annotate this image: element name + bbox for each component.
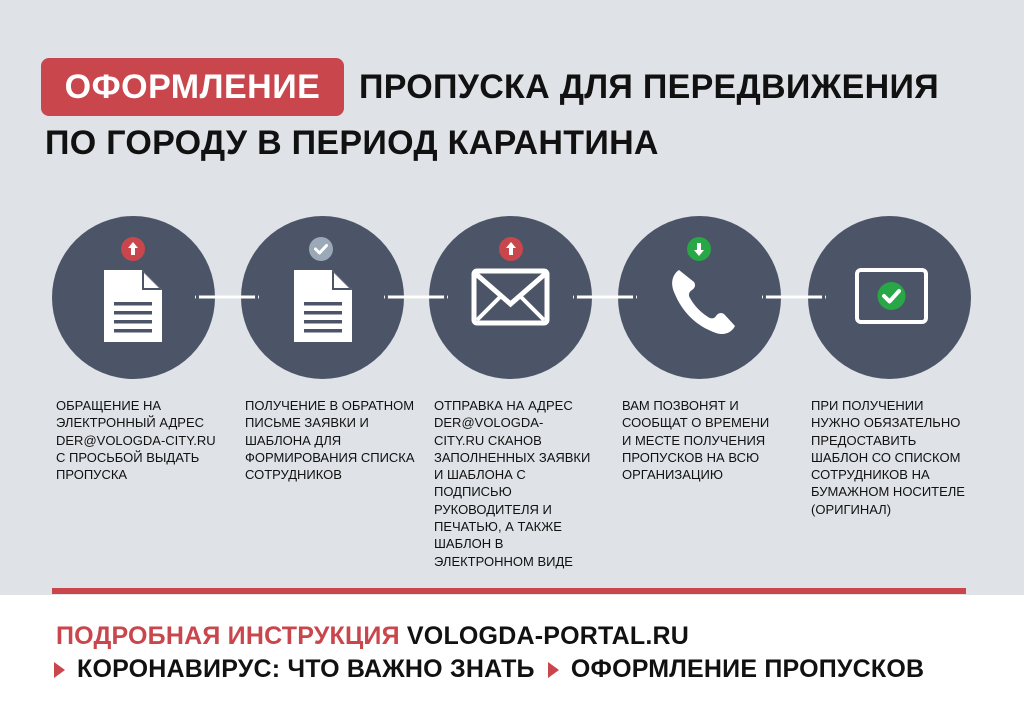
- step-1-text: ОБРАЩЕНИЕ НА ЭЛЕКТРОННЫЙ АДРЕС DER@VOLOGDA-CITY.RU С ПРОСЬБОЙ ВЫДАТЬ ПРОПУСКА: [56, 398, 216, 483]
- portal-link[interactable]: VOLOGDA-PORTAL.RU: [406, 622, 690, 650]
- title-line-2: ПО ГОРОДУ В ПЕРИОД КАРАНТИНА: [45, 124, 659, 162]
- step-4-text: ВАМ ПОЗВОНЯТ И СООБЩАТ О ВРЕМЕНИ И МЕСТЕ ПОЛУЧЕНИЯ ПРОПУСКОВ НА ВСЮ ОРГАНИЗАЦИЮ: [622, 398, 770, 483]
- chevron-right-icon: [548, 662, 559, 678]
- connector-line: [748, 287, 840, 307]
- breadcrumb-item-coronavirus[interactable]: КОРОНАВИРУС: ЧТО ВАЖНО ЗНАТЬ: [77, 655, 535, 683]
- breadcrumb: [54, 655, 924, 684]
- title-badge: ОФОРМЛЕНИЕ: [41, 58, 344, 116]
- chevron-right-icon: [54, 662, 65, 678]
- connector-line: [181, 287, 273, 307]
- instruction-label: ПОДРОБНАЯ ИНСТРУКЦИЯ: [56, 622, 400, 650]
- connector-line: [370, 287, 462, 307]
- upload-arrow-icon: [120, 236, 146, 262]
- download-arrow-icon: [686, 236, 712, 262]
- step-2-text: ПОЛУЧЕНИЕ В ОБРАТНОМ ПИСЬМЕ ЗАЯВКИ И ШАБЛОНА ДЛЯ ФОРМИРОВАНИЯ СПИСКА СОТРУДНИКОВ: [245, 398, 415, 483]
- step-5-text: ПРИ ПОЛУЧЕНИИ НУЖНО ОБЯЗАТЕЛЬНО ПРЕДОСТАВИТЬ ШАБЛОН СО СПИСКОМ СОТРУДНИКОВ НА БУМАЖНОМ НОСИТЕЛЕ (ОРИГИНАЛ): [811, 398, 965, 517]
- checkmark-icon: [308, 236, 334, 262]
- title-line-1: ПРОПУСКА ДЛЯ ПЕРЕДВИЖЕНИЯ: [359, 68, 939, 106]
- step-3-text: ОТПРАВКА НА АДРЕС DER@VOLOGDA-CITY.RU СКАНОВ ЗАПОЛНЕННЫХ ЗАЯВКИ И ШАБЛОНА С ПОДПИСЬЮ РУКОВОДИТЕЛЯ И ПЕЧАТЬЮ, А ТАКЖЕ ШАБЛОН В ЭЛЕКТРОННОМ ВИДЕ: [434, 398, 591, 569]
- divider-line: [52, 588, 966, 594]
- upload-arrow-icon: [498, 236, 524, 262]
- connector-line: [559, 287, 651, 307]
- footer-instruction: [56, 622, 689, 651]
- breadcrumb-item-passes[interactable]: ОФОРМЛЕНИЕ ПРОПУСКОВ: [570, 655, 925, 683]
